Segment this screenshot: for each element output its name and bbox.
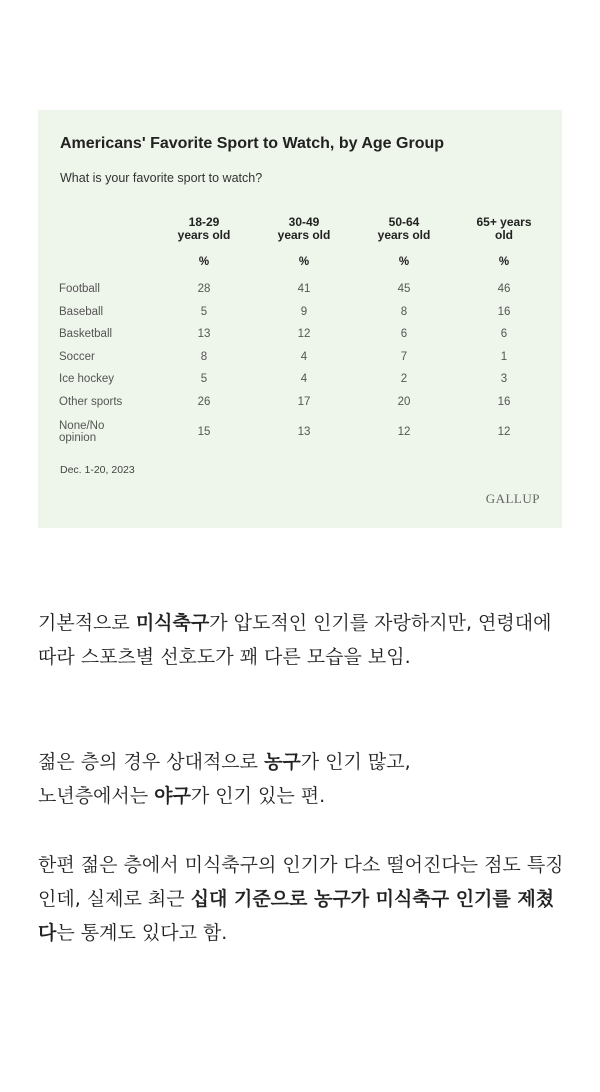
- table-row: [54, 301, 554, 324]
- column-header: 18-29 years old: [177, 215, 231, 242]
- emphasized-text: 농구: [264, 751, 301, 773]
- table-cell: 12: [297, 328, 311, 341]
- table-cell: 16: [497, 395, 511, 408]
- table-cell: 7: [400, 350, 408, 363]
- row-label: Other sports: [59, 395, 123, 408]
- table-cell: 5: [200, 305, 208, 318]
- text-span: 가 인기 많고,: [300, 751, 411, 773]
- table-cell: 8: [400, 305, 408, 318]
- survey-date: Dec. 1-20, 2023: [60, 464, 135, 476]
- row-label: None/No opinion: [59, 420, 105, 444]
- table-cell: 16: [497, 305, 511, 318]
- chart-subtitle: What is your favorite sport to watch?: [60, 171, 263, 185]
- percent-row: % % % %: [198, 256, 510, 268]
- emphasized-text: 야구: [154, 785, 191, 807]
- table-cell: 5: [200, 373, 208, 386]
- table-cell: 6: [400, 328, 408, 341]
- table-cell: 41: [297, 283, 311, 296]
- column-header: 65+ years old: [476, 215, 532, 242]
- gallup-chart-card: [38, 110, 562, 528]
- table-cell: 1: [500, 350, 508, 363]
- row-label: Ice hockey: [59, 373, 114, 386]
- text-span: 한편 젊은 층에서 미식축구의 인기가 다소 떨어진다는 점도 특징인데, 실제로 최근: [38, 854, 564, 910]
- emphasized-text: 십대 기준으로 농구가 미식축구 인기를 제쳤다: [38, 888, 555, 944]
- text-span: 젊은 층의 경우 상대적으로: [38, 751, 265, 773]
- stats-table: [54, 216, 554, 451]
- gallup-logo: GALLUP: [485, 491, 540, 506]
- text-span: 는 통계도 있다고 함.: [56, 922, 228, 944]
- column-header: 30-49 years old: [277, 215, 331, 242]
- table-cell: 15: [197, 426, 211, 438]
- text-span: 가 압도적인 인기를 자랑하지만, 연령대에 따라 스포츠별 선호도가 꽤 다른 모습을 보임.: [38, 612, 552, 668]
- table-cell: 13: [197, 328, 211, 341]
- table-cell: 8: [200, 350, 208, 363]
- table-cell: 4: [300, 373, 308, 386]
- table-cell: 6: [500, 328, 508, 341]
- table-cell: 12: [397, 426, 411, 438]
- table-cell: 12: [497, 426, 511, 438]
- table-cell: 4: [300, 350, 308, 363]
- chart-title: Americans' Favorite Sport to Watch, by Age Group: [60, 135, 445, 152]
- table-cell: 17: [297, 395, 311, 408]
- table-cell: 9: [300, 305, 308, 318]
- table-cell: 13: [297, 426, 311, 438]
- text-span: 가 인기 있는 편.: [190, 785, 326, 807]
- column-header: 50-64 years old: [377, 215, 431, 242]
- table-row: [54, 413, 554, 451]
- table-cell: 2: [400, 373, 408, 386]
- table-row: [54, 323, 554, 346]
- table-row: [54, 391, 554, 414]
- table-cell: 46: [497, 283, 511, 296]
- row-label: Baseball: [59, 305, 104, 318]
- table-cell: 28: [197, 283, 211, 296]
- text-span: 기본적으로: [38, 612, 136, 634]
- text-span: 노년층에서는: [38, 785, 155, 807]
- table-cell: 45: [397, 283, 411, 296]
- paragraph-3: [38, 848, 568, 950]
- table-cell: 26: [197, 395, 211, 408]
- paragraph-1: [38, 606, 568, 674]
- row-label: Football: [59, 283, 100, 296]
- table-row: [54, 346, 554, 369]
- paragraph-2: [38, 745, 568, 813]
- header-empty: [54, 216, 154, 256]
- row-label: Basketball: [59, 328, 113, 341]
- table-row: [54, 278, 554, 301]
- table-row: [54, 368, 554, 391]
- table-cell: 20: [397, 395, 411, 408]
- emphasized-text: 미식축구: [135, 612, 210, 634]
- row-label: Soccer: [59, 350, 95, 363]
- table-cell: 3: [500, 373, 508, 386]
- table-header-row: [54, 216, 554, 256]
